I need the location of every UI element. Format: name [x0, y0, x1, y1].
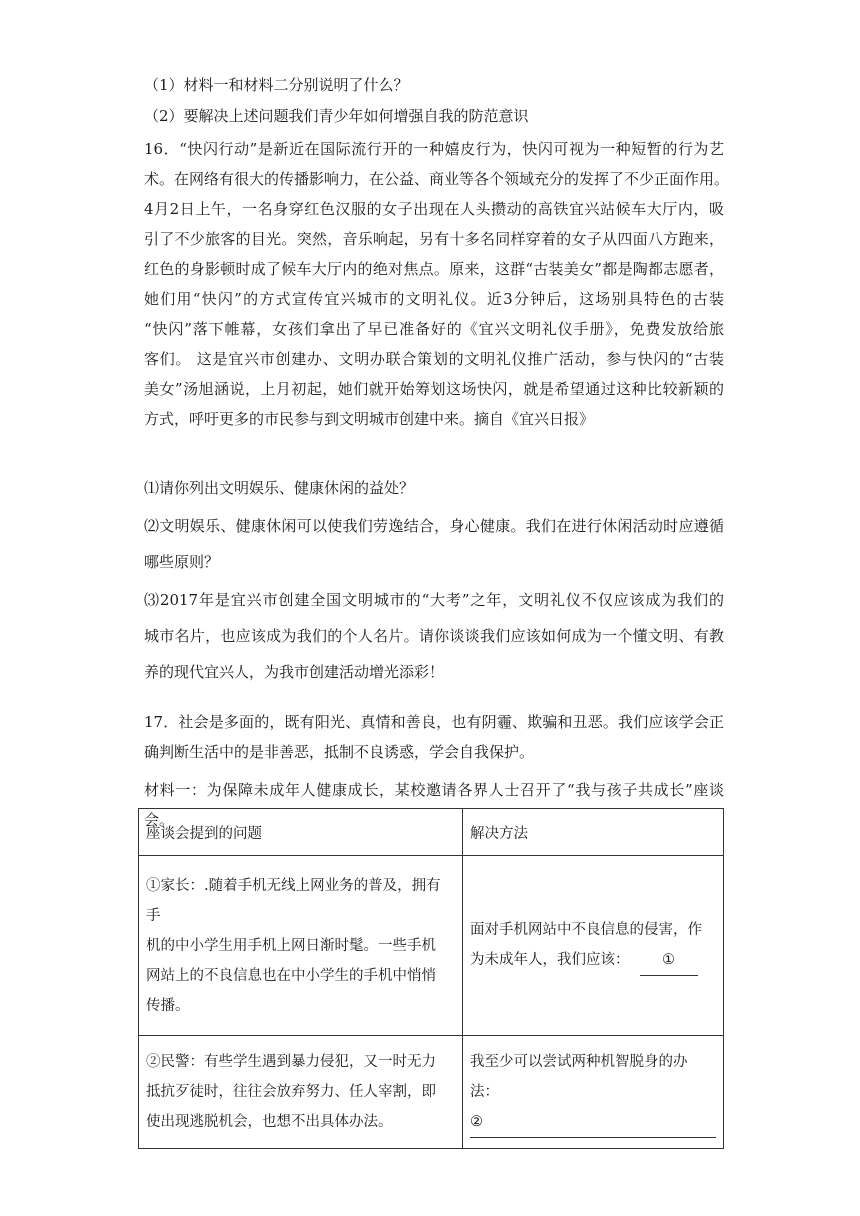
q16-sub3-line: ⑶2017年是宜兴市创建全国文明城市的“大考”之年，文明礼仪不仅应该成为我们的 — [144, 591, 724, 609]
q16-sub3-line: 城市名片，也应该成为我们的个人名片。请你谈谈我们应该如何成为一个懂文明、有教 — [144, 627, 724, 645]
q17-line: 17．社会是多面的，既有阳光、真情和善良，也有阴霾、欺骗和丑恶。我们应该学会正 — [144, 713, 724, 731]
q17-material1-line: 材料一：为保障未成年人健康成长，某校邀请各界人士召开了“我与孩子共成长”座谈 — [144, 781, 724, 799]
q17-line: 确判断生活中的是非善恶，抵制不良诱惑，学会自我保护。 — [144, 743, 535, 761]
q16-sub2-line: 哪些原则？ — [144, 553, 220, 571]
q16-line: 引了不少旅客的目光。突然，音乐响起，另有十多名同样穿着的女子从四面八方跑来， — [144, 230, 724, 248]
table-header-problem: 座谈会提到的问题 — [139, 809, 463, 856]
q17-material1-line: 会。 — [144, 811, 175, 829]
q16-sub2-line: ⑵文明娱乐、健康休闲可以使我们劳逸结合，身心健康。我们在进行休闲活动时应遵循 — [144, 517, 724, 535]
q15-sub2: （2）要解决上述问题我们青少年如何增强自我的防范意识 — [144, 107, 529, 125]
solution-line — [470, 945, 716, 976]
table-row — [139, 856, 724, 1036]
q16-line: 红色的身影顿时成了候车大厅内的绝对焦点。原来，这群“古装美女”都是陶都志愿者， — [144, 260, 724, 278]
table-row — [139, 1036, 724, 1149]
problem-line: 网站上的不良信息也在中小学生的手机中悄悄 — [146, 967, 436, 984]
q16-line: 术。在网络有很大的传播影响力，在公益、商业等各个领域充分的发挥了不少正面作用。 — [144, 170, 730, 188]
table-cell-problem — [139, 1036, 463, 1149]
problem-line: 使出现逃脱机会，也想不出具体办法。 — [146, 1114, 393, 1130]
q16-sub3-line: 养的现代宜兴人，为我市创建活动增光添彩！ — [144, 663, 445, 681]
table-header-row — [139, 809, 724, 856]
problem-line: ①家长：.随着手机无线上网业务的普及，拥有 — [146, 877, 441, 894]
problem-line: 传播。 — [146, 997, 190, 1014]
q16-sub-questions — [144, 473, 724, 687]
answer-blank-1[interactable]: ① — [640, 945, 698, 976]
forum-table — [138, 808, 724, 1149]
problem-line: 手 — [146, 907, 161, 924]
table-header-solution: 解决方法 — [463, 809, 724, 856]
q16-line: 16．“快闪行动”是新近在国际流行开的一种嬉皮行为，快闪可视为一种短暂的行为艺 — [144, 140, 724, 158]
problem-line: 机的中小学生用手机上网日渐时髦。一些手机 — [146, 937, 436, 954]
solution-line: 法： — [470, 1083, 499, 1100]
solution-line — [470, 1107, 716, 1138]
solution-text: 为未成年人，我们应该： — [470, 952, 630, 968]
q16-line: 她们用“快闪”的方式宣传宜兴城市的文明礼仪。近3分钟后，这场别具特色的古装 — [144, 290, 724, 308]
table-cell-solution — [463, 1036, 724, 1149]
table-cell-solution — [463, 856, 724, 1036]
problem-line: ②民警：有些学生遇到暴力侵犯，又一时无力 — [146, 1054, 436, 1070]
q16-line: 客们。 这是宜兴市创建办、文明办联合策划的文明礼仪推广活动，参与快闪的“古装 — [144, 350, 724, 368]
q16-line: 方式，呼吁更多的市民参与到文明城市创建中来。摘自《宜兴日报》 — [144, 410, 595, 428]
q15-sub1: （1）材料一和材料二分别说明了什么？ — [144, 76, 409, 94]
q16-line: “快闪”落下帷幕，女孩们拿出了早已准备好的《宜兴文明礼仪手册》，免费发放给旅 — [144, 320, 724, 338]
q16-line: 美女”汤旭涵说，上月初起，她们就开始筹划这场快闪，就是希望通过这种比较新颖的 — [144, 380, 724, 398]
table-cell-problem — [139, 856, 463, 1036]
solution-line: 面对手机网站中不良信息的侵害，作 — [470, 922, 702, 938]
answer-blank-2[interactable]: ② — [470, 1107, 716, 1138]
problem-line: 抵抗歹徒时，往往会放弃努力、任人宰割，即 — [146, 1084, 436, 1100]
solution-line: 我至少可以尝试两种机智脱身的办 — [470, 1053, 688, 1070]
q16-passage — [144, 134, 730, 434]
q16-sub1: ⑴请你列出文明娱乐、健康休闲的益处？ — [144, 479, 415, 497]
q16-line: 4月2日上午，一名身穿红色汉服的女子出现在人头攒动的高铁宜兴站候车大厅内，吸 — [144, 200, 724, 218]
